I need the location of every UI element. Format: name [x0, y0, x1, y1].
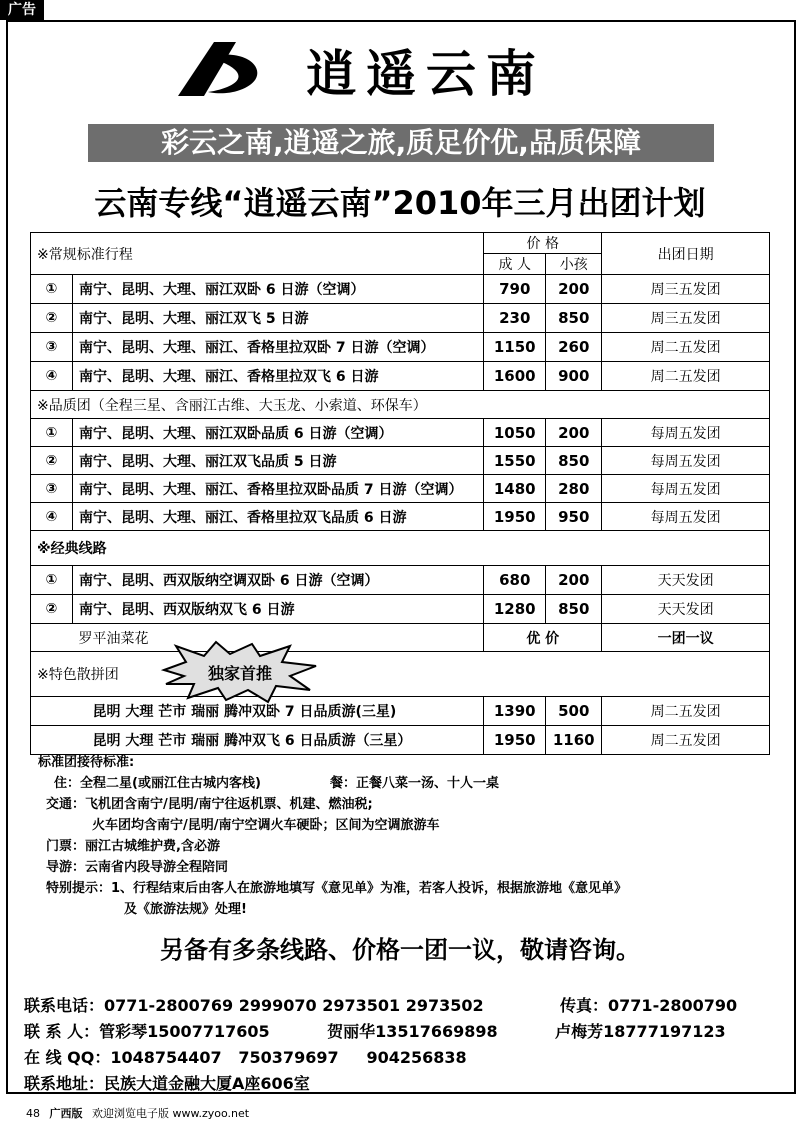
rapeseed-price: 优 价: [484, 624, 602, 652]
table-row: [31, 566, 770, 595]
child-price: 280: [546, 475, 602, 503]
quality-rows: [31, 419, 770, 531]
departure-date: 每周五发团: [602, 503, 770, 531]
route-name: 南宁、昆明、大理、丽江双飞品质 5 日游: [72, 447, 483, 475]
child-header: 小孩: [546, 254, 602, 275]
departure-date: 周二五发团: [602, 697, 770, 726]
child-price: 900: [546, 362, 602, 391]
table-row: [31, 304, 770, 333]
contact-person-3: 卢梅芳18777197123: [555, 1022, 726, 1041]
fax-label: 传真：: [560, 996, 609, 1015]
phone-label: 联系电话：: [24, 996, 105, 1015]
itinerary-table: [30, 232, 770, 755]
route-name: 南宁、昆明、大理、丽江、香格里拉双飞 6 日游: [72, 362, 483, 391]
adult-price: 1150: [484, 333, 546, 362]
row-number: ①: [31, 419, 73, 447]
contact-person-1: 管彩琴15007717605: [99, 1022, 270, 1041]
departure-date: 周三五发团: [602, 304, 770, 333]
more-routes-note: 另备有多条线路、价格一团一议，敬请咨询。: [160, 936, 640, 964]
exclusive-badge: 独家首推: [207, 664, 273, 683]
qq-numbers: 1048754407 750379697 904256838: [110, 1048, 467, 1067]
route-name: 南宁、昆明、大理、丽江双卧 6 日游（空调）: [72, 275, 483, 304]
notice-line-2: 及《旅游法规》处理!: [124, 902, 247, 917]
notice-line-1: 特别提示：1、行程结束后由客人在旅游地填写《意见单》为准，若客人投诉，根据旅游地《意见单》: [46, 881, 628, 896]
standard-guide: 导游：云南省内段导游全程陪同: [46, 860, 229, 875]
standard-stay: 住：全程二星(或丽江住古城内客栈): [54, 776, 261, 791]
route-name: 南宁、昆明、大理、丽江双卧品质 6 日游（空调）: [72, 419, 483, 447]
contact-block: [24, 993, 784, 1097]
brand-name: 逍遥云南: [306, 45, 546, 103]
child-price: 850: [546, 304, 602, 333]
departure-date: 每周五发团: [602, 419, 770, 447]
child-price: 200: [546, 275, 602, 304]
route-name: 南宁、昆明、大理、丽江、香格里拉双飞品质 6 日游: [72, 503, 483, 531]
section-quality: ※品质团（全程三星、含丽江古维、大玉龙、小索道、环保车）: [31, 391, 770, 419]
departure-date: 天天发团: [602, 595, 770, 624]
standards-title: 标准团接待标准:: [38, 755, 135, 770]
qq-label: 在 线 QQ：: [24, 1048, 111, 1067]
departure-date: 天天发团: [602, 566, 770, 595]
table-row: [31, 697, 770, 726]
edition-label: 广西版: [49, 1107, 83, 1120]
date-header: 出团日期: [602, 233, 770, 275]
address-label: 联系地址：: [24, 1074, 105, 1093]
exclusive-burst: [160, 640, 320, 704]
table-row: [31, 275, 770, 304]
route-name: 南宁、昆明、大理、丽江、香格里拉双卧 7 日游（空调）: [72, 333, 483, 362]
standard-tickets: 门票：丽江古城维护费,含必游: [46, 839, 220, 854]
adult-price: 1600: [484, 362, 546, 391]
row-number: ④: [31, 362, 73, 391]
adult-price: 1950: [484, 726, 546, 755]
slogan-banner: 彩云之南,逍遥之旅,质足价优,品质保障: [88, 124, 714, 162]
child-price: 850: [546, 595, 602, 624]
row-number: ①: [31, 275, 73, 304]
adult-price: 790: [484, 275, 546, 304]
table-row: [31, 624, 770, 652]
child-price: 200: [546, 419, 602, 447]
child-price: 850: [546, 447, 602, 475]
departure-date: 每周五发团: [602, 475, 770, 503]
child-price: 500: [546, 697, 602, 726]
row-number: ②: [31, 595, 73, 624]
special-rows: [31, 697, 770, 755]
adult-price: 230: [484, 304, 546, 333]
table-row: [31, 333, 770, 362]
person-label: 联 系 人：: [24, 1022, 100, 1041]
table-row: [31, 419, 770, 447]
row-number: ④: [31, 503, 73, 531]
departure-date: 周二五发团: [602, 333, 770, 362]
fax-number: 0771-2800790: [608, 996, 738, 1015]
adult-header: 成 人: [484, 254, 546, 275]
departure-date: 周二五发团: [602, 362, 770, 391]
classic-rows: [31, 566, 770, 624]
child-price: 950: [546, 503, 602, 531]
rapeseed-date: 一团一议: [602, 624, 770, 652]
table-row: [31, 726, 770, 755]
route-name: 南宁、昆明、西双版纳双飞 6 日游: [72, 595, 483, 624]
route-name: 南宁、昆明、大理、丽江双飞 5 日游: [72, 304, 483, 333]
ad-tag: 广告: [0, 0, 44, 20]
table-row: [31, 362, 770, 391]
adult-price: 1050: [484, 419, 546, 447]
table-row: [31, 595, 770, 624]
row-number: [31, 726, 73, 755]
row-number: [31, 697, 73, 726]
page-number: 48: [26, 1107, 40, 1120]
standard-transport-1: 交通：飞机团含南宁/昆明/南宁往返机票、机建、燃油税;: [46, 797, 373, 812]
table-header-row: [31, 233, 770, 254]
address: 民族大道金融大厦A座606室: [104, 1074, 310, 1093]
departure-date: 每周五发团: [602, 447, 770, 475]
standard-transport-2: 火车团均含南宁/昆明/南宁空调火车硬卧；区间为空调旅游车: [92, 818, 440, 833]
child-price: 200: [546, 566, 602, 595]
adult-price: 1280: [484, 595, 546, 624]
table-row: [31, 447, 770, 475]
phone-numbers: 0771-2800769 2999070 2973501 2973502: [104, 996, 484, 1015]
service-standards: [38, 752, 778, 920]
page-footer: [26, 1105, 249, 1121]
section-regular: ※常规标准行程: [31, 233, 484, 275]
route-name: 南宁、昆明、大理、丽江、香格里拉双卧品质 7 日游（空调）: [72, 475, 483, 503]
table-row: [31, 503, 770, 531]
child-price: 260: [546, 333, 602, 362]
price-header: 价 格: [484, 233, 602, 254]
adult-price: 1550: [484, 447, 546, 475]
contact-person-2: 贺丽华13517669898: [327, 1022, 498, 1041]
adult-price: 1390: [484, 697, 546, 726]
brand-logo: [174, 38, 276, 100]
route-name: 昆明 大理 芒市 瑞丽 腾冲双飞 6 日品质游（三星）: [72, 726, 483, 755]
rapeseed-route: 罗平油菜花: [72, 624, 483, 652]
row-number: ③: [31, 475, 73, 503]
standard-meal: 餐：正餐八菜一汤、十人一桌: [329, 776, 499, 791]
route-name: 南宁、昆明、西双版纳空调双卧 6 日游（空调）: [72, 566, 483, 595]
row-number: ①: [31, 566, 73, 595]
route-name: 昆明 大理 芒市 瑞丽 腾冲双卧 7 日品质游(三星): [72, 697, 483, 726]
child-price: 1160: [546, 726, 602, 755]
section-special: ※特色散拼团: [31, 652, 770, 697]
row-number: ②: [31, 304, 73, 333]
table-row: [31, 475, 770, 503]
departure-date: 周二五发团: [602, 726, 770, 755]
row-number: ②: [31, 447, 73, 475]
site-url: 欢迎浏览电子版 www.zyoo.net: [92, 1107, 250, 1120]
section-classic: ※经典线路: [31, 531, 770, 566]
regular-rows: [31, 275, 770, 391]
plan-title: 云南专线“逍遥云南”2010年三月出团计划: [94, 184, 706, 222]
adult-price: 1480: [484, 475, 546, 503]
adult-price: 680: [484, 566, 546, 595]
adult-price: 1950: [484, 503, 546, 531]
row-number: ③: [31, 333, 73, 362]
departure-date: 周三五发团: [602, 275, 770, 304]
